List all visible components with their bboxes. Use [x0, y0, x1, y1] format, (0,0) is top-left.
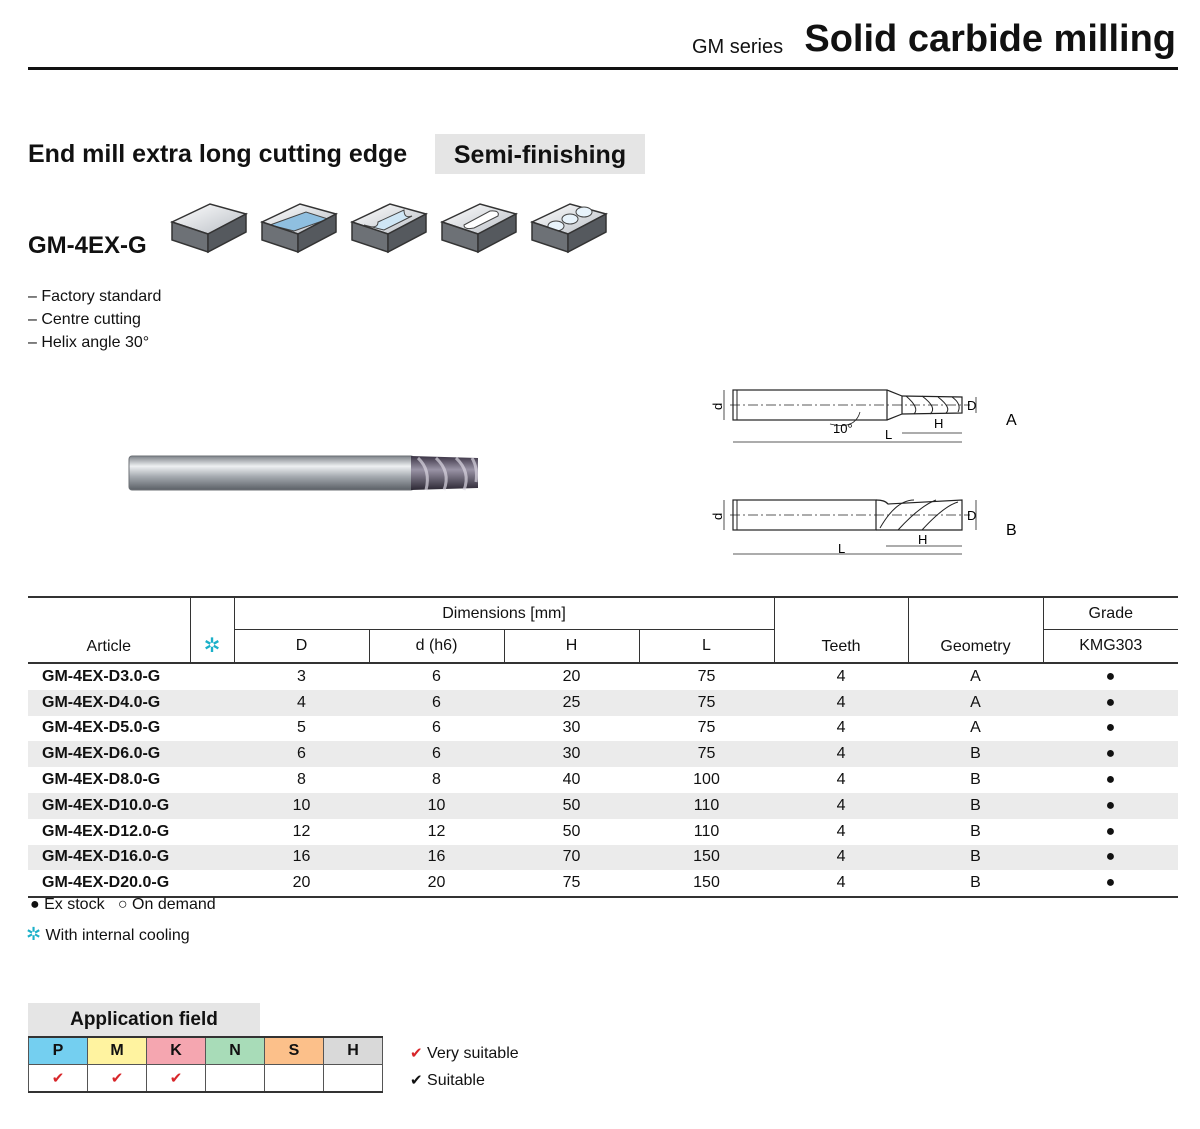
col-geometry: Geometry — [908, 597, 1043, 663]
check-red-icon: ✔ — [410, 1045, 423, 1062]
cooling-cell — [190, 716, 234, 742]
geometry-cell: B — [908, 793, 1043, 819]
drawing-geometry-a — [700, 382, 1030, 450]
feature-item: – Centre cutting — [28, 311, 141, 328]
teeth-cell: 4 — [774, 793, 908, 819]
stock-legend — [30, 896, 216, 914]
geometry-cell: B — [908, 845, 1043, 871]
ex-stock-legend: ● Ex stock — [30, 896, 105, 913]
grade-cell: ● — [1043, 690, 1178, 716]
pocket-milling-icon — [442, 204, 516, 252]
grade-cell: ● — [1105, 667, 1116, 685]
H-cell: 50 — [562, 822, 581, 840]
machining-badge: Semi-finishing — [435, 134, 645, 174]
grade-cell: ● — [1105, 874, 1116, 892]
suitability-k: ✔ — [147, 1065, 206, 1093]
H-cell: 70 — [504, 845, 639, 871]
cooling-cell — [190, 690, 234, 716]
drawing-geometry-b — [700, 492, 1030, 560]
slot-milling-icon — [352, 204, 426, 252]
L-cell: 150 — [639, 845, 774, 871]
teeth-cell: 4 — [836, 874, 846, 892]
material-h: H — [324, 1037, 383, 1065]
article-cell: GM-4EX-D4.0-G — [28, 690, 190, 716]
suitability-m: ✔ — [88, 1065, 147, 1093]
cooling-cell — [190, 767, 234, 793]
material-p: P — [29, 1037, 88, 1065]
col-L: L — [639, 630, 774, 664]
cooling-icon: ✲ — [190, 597, 234, 663]
dim-L-label: L — [885, 427, 893, 442]
H-cell: 75 — [562, 874, 581, 892]
dim-d-label: d — [710, 512, 725, 520]
teeth-cell: 4 — [774, 741, 908, 767]
geometry-cell: A — [970, 719, 981, 737]
d-cell: 6 — [369, 690, 504, 716]
cooling-legend — [26, 924, 190, 945]
D-cell: 16 — [234, 845, 369, 871]
article-cell: GM-4EX-D20.0-G — [42, 874, 170, 892]
geometry-cell: B — [970, 874, 981, 892]
table-row — [28, 690, 1178, 716]
feature-item: – Helix angle 30° — [28, 334, 150, 351]
material-m: M — [88, 1037, 147, 1065]
cooling-legend-text: With internal cooling — [45, 927, 190, 944]
cooling-cell — [190, 793, 234, 819]
col-group-dimensions: Dimensions [mm] — [234, 597, 774, 630]
D-cell: 4 — [234, 690, 369, 716]
table-row — [28, 870, 1178, 897]
plunge-milling-icon — [532, 204, 606, 252]
geometry-cell: A — [908, 690, 1043, 716]
teeth-cell: 4 — [774, 690, 908, 716]
dim-H-label: H — [934, 416, 944, 431]
grade-cell: ● — [1105, 822, 1116, 840]
L-cell: 100 — [693, 771, 720, 789]
geometry-cell: B — [908, 741, 1043, 767]
article-cell: GM-4EX-D16.0-G — [28, 845, 190, 871]
geometry-cell: B — [970, 771, 981, 789]
d-cell: 12 — [427, 822, 446, 840]
suitable-legend — [410, 1067, 519, 1094]
L-cell: 110 — [693, 822, 720, 840]
L-cell: 75 — [639, 690, 774, 716]
table-row — [28, 741, 1178, 767]
cooling-cell — [190, 819, 234, 845]
cooling-cell — [190, 741, 234, 767]
dim-d-label: d — [710, 402, 725, 410]
on-demand-legend: ○ On demand — [117, 896, 216, 913]
cooling-cell — [190, 870, 234, 897]
grade-cell: ● — [1105, 771, 1116, 789]
col-H: H — [504, 630, 639, 664]
suitability-n — [206, 1065, 265, 1093]
D-cell: 10 — [234, 793, 369, 819]
H-cell: 20 — [562, 667, 581, 685]
dim-D-label: D — [967, 398, 977, 413]
L-cell: 110 — [639, 793, 774, 819]
L-cell: 75 — [697, 719, 716, 737]
geometry-a-label: A — [1006, 412, 1017, 429]
d-cell: 20 — [427, 874, 446, 892]
check-black-icon: ✔ — [410, 1072, 423, 1089]
geometry-b-label: B — [1006, 522, 1017, 539]
table-row — [28, 819, 1178, 845]
H-cell: 25 — [504, 690, 639, 716]
dim-H-label: H — [918, 532, 928, 547]
operation-pictograms — [168, 192, 618, 256]
table-row — [28, 793, 1178, 819]
suitability-legend — [410, 1040, 519, 1094]
cooling-cell — [190, 663, 234, 690]
H-cell: 30 — [562, 719, 581, 737]
end-mill-photo — [126, 450, 484, 496]
material-s: S — [265, 1037, 324, 1065]
col-d: d (h6) — [369, 630, 504, 664]
grade-cell: ● — [1043, 845, 1178, 871]
feature-list — [28, 285, 161, 354]
geometry-cell: A — [970, 667, 981, 685]
d-cell: 6 — [432, 667, 441, 685]
article-cell: GM-4EX-D10.0-G — [28, 793, 190, 819]
table-row — [28, 716, 1178, 742]
feature-item: – Factory standard — [28, 288, 162, 305]
cooling-cell — [190, 845, 234, 871]
geometry-cell: B — [970, 822, 981, 840]
table-row — [28, 845, 1178, 871]
table-row — [28, 663, 1178, 690]
cooling-icon: ✲ — [26, 924, 42, 944]
face-milling-icon — [172, 204, 246, 252]
D-cell: 8 — [297, 771, 306, 789]
material-k: K — [147, 1037, 206, 1065]
application-field-title: Application field — [28, 1003, 260, 1036]
grade-cell: ● — [1043, 793, 1178, 819]
suitability-s — [265, 1065, 324, 1093]
table-row — [28, 767, 1178, 793]
teeth-cell: 4 — [836, 822, 846, 840]
H-cell: 50 — [504, 793, 639, 819]
H-cell: 40 — [562, 771, 581, 789]
teeth-cell: 4 — [836, 771, 846, 789]
H-cell: 30 — [504, 741, 639, 767]
article-cell: GM-4EX-D12.0-G — [42, 822, 170, 840]
d-cell: 10 — [369, 793, 504, 819]
col-article: Article — [28, 597, 190, 663]
header-divider — [28, 67, 1178, 70]
d-cell: 6 — [369, 741, 504, 767]
article-cell: GM-4EX-D6.0-G — [28, 741, 190, 767]
col-grade: KMG303 — [1043, 630, 1178, 664]
D-cell: 6 — [234, 741, 369, 767]
page-title: Solid carbide milling — [804, 18, 1176, 60]
teeth-cell: 4 — [774, 845, 908, 871]
D-cell: 3 — [297, 667, 306, 685]
col-D: D — [234, 630, 369, 664]
article-cell: GM-4EX-D5.0-G — [42, 719, 161, 737]
teeth-cell: 4 — [836, 719, 846, 737]
very-suitable-legend — [410, 1040, 519, 1067]
material-n: N — [206, 1037, 265, 1065]
D-cell: 5 — [297, 719, 306, 737]
suitable-label: Suitable — [427, 1072, 485, 1089]
col-teeth: Teeth — [774, 597, 908, 663]
L-cell: 75 — [697, 667, 716, 685]
spec-table — [28, 596, 1178, 898]
d-cell: 8 — [432, 771, 441, 789]
L-cell: 150 — [693, 874, 720, 892]
dim-D-label: D — [967, 508, 977, 523]
D-cell: 12 — [292, 822, 311, 840]
shoulder-milling-icon — [262, 204, 336, 252]
article-cell: GM-4EX-D8.0-G — [42, 771, 161, 789]
d-cell: 16 — [369, 845, 504, 871]
suitability-p: ✔ — [29, 1065, 88, 1093]
angle-label: 10° — [833, 421, 853, 436]
application-field-table — [28, 1036, 383, 1093]
series-label: GM series — [692, 36, 784, 58]
D-cell: 20 — [292, 874, 311, 892]
product-code: GM-4EX-G — [28, 232, 147, 259]
teeth-cell: 4 — [836, 667, 846, 685]
very-suitable-label: Very suitable — [427, 1045, 519, 1062]
article-cell: GM-4EX-D3.0-G — [42, 667, 161, 685]
dim-L-label: L — [838, 541, 846, 556]
L-cell: 75 — [639, 741, 774, 767]
grade-cell: ● — [1105, 719, 1116, 737]
product-title: End mill extra long cutting edge — [28, 140, 408, 168]
suitability-h — [324, 1065, 383, 1093]
col-group-grade: Grade — [1043, 597, 1178, 630]
grade-cell: ● — [1043, 741, 1178, 767]
d-cell: 6 — [432, 719, 441, 737]
